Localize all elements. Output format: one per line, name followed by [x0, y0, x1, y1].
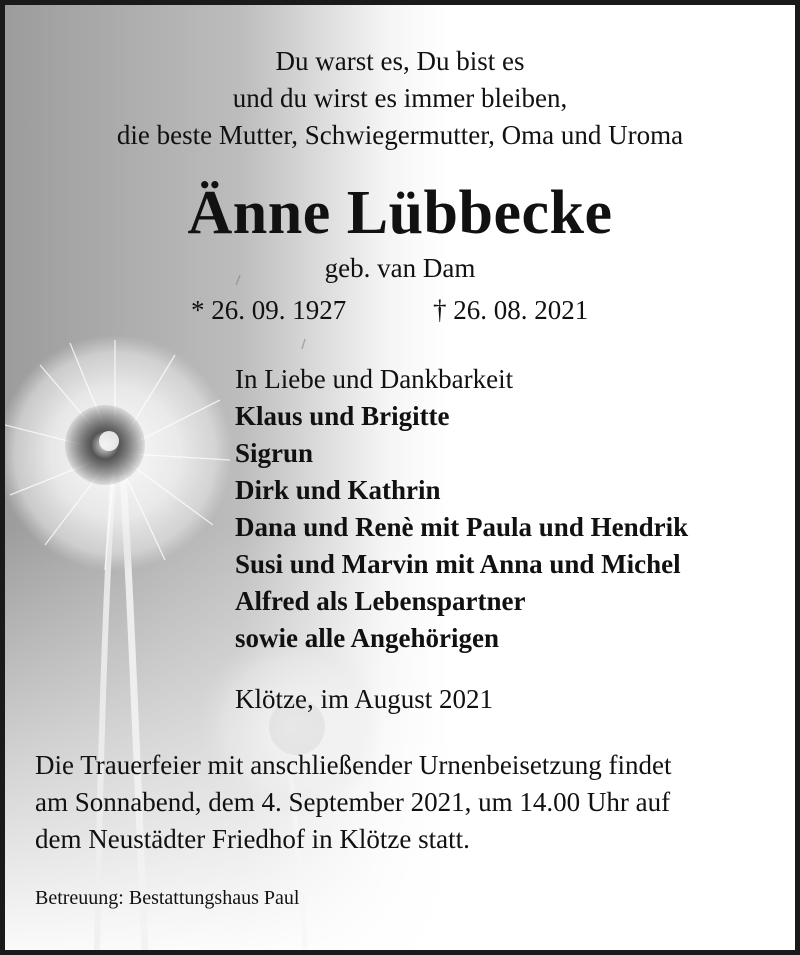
service-line-1: Die Trauerfeier mit anschließender Urnenbeisetzung findet [35, 750, 672, 780]
funeral-service-info [35, 747, 672, 858]
undertaker-credit: Betreuung: Bestattungshaus Paul [35, 887, 300, 909]
maiden-name: geb. van Dam [324, 253, 476, 283]
mourner-name: sowie alle Angehörigen [235, 623, 499, 653]
mourner-name: Klaus und Brigitte [235, 401, 450, 431]
mourner-name: Dirk und Kathrin [235, 475, 441, 505]
place-and-date: Klötze, im August 2021 [235, 684, 493, 714]
mourner-name: Sigrun [235, 438, 314, 468]
mourner-name: Susi und Marvin mit Anna und Michel [235, 549, 681, 579]
deceased-name: Änne Lübbecke [187, 179, 613, 247]
verse-line-3: die beste Mutter, Schwiegermutter, Oma und Uroma [116, 120, 684, 150]
mourners-list [235, 361, 688, 657]
service-line-2: am Sonnabend, dem 4. September 2021, um 14.00 Uhr auf [35, 787, 671, 817]
verse-line-2: und du wirst es immer bleiben, [232, 83, 568, 113]
verse-line-1: Du warst es, Du bist es [275, 46, 525, 76]
service-line-3: dem Neustädter Friedhof in Klötze statt. [35, 824, 470, 854]
birth-date: * 26. 09. 1927 [191, 295, 347, 325]
mourners-intro: In Liebe und Dankbarkeit [235, 364, 514, 394]
death-date: † 26. 08. 2021 [433, 295, 589, 325]
mourner-name: Alfred als Lebenspartner [235, 586, 526, 616]
mourner-name: Dana und Renè mit Paula und Hendrik [235, 512, 689, 542]
